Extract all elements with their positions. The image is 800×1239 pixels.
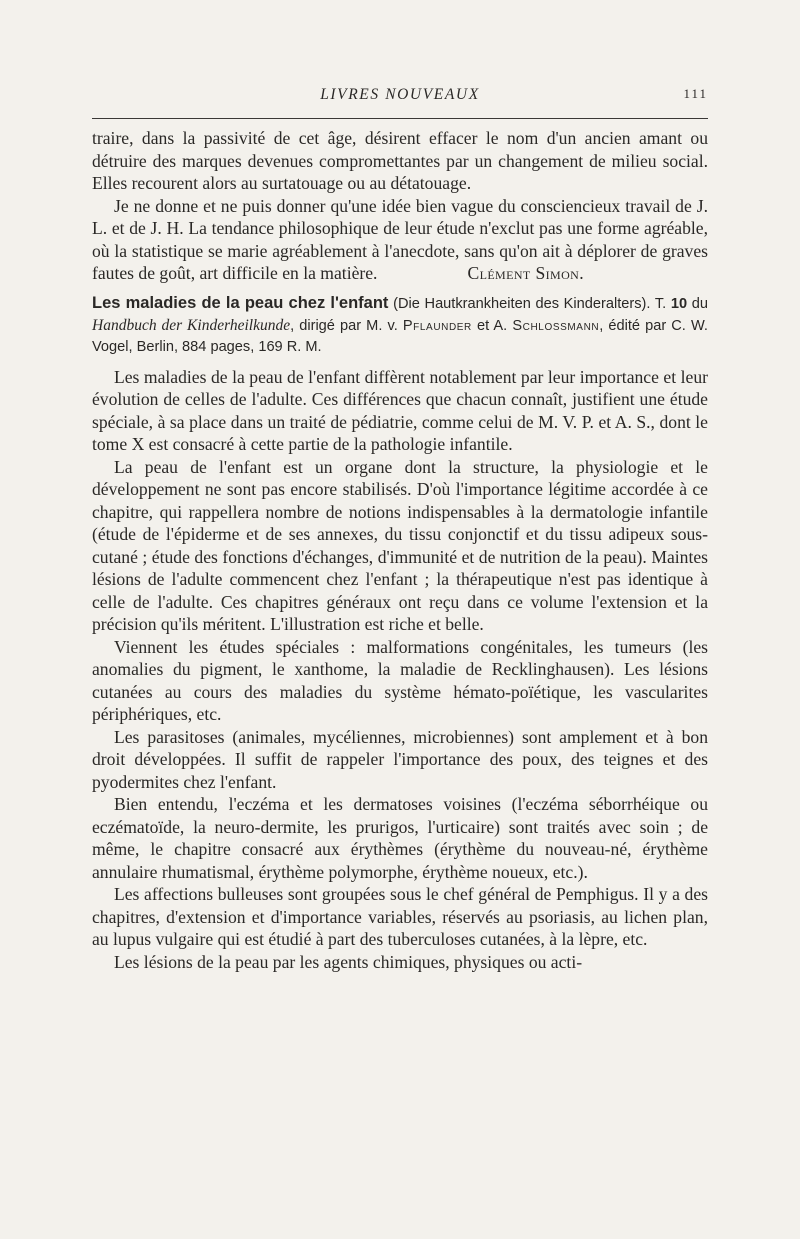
- review-paragraph: Les affections bulleuses sont groupées sous le chef général de Pemphigus. Il y a des chapitres, d'extension et d'importance variables, réservés au psoriasis, au lichen plan, au lupus vulgaire qui est étudié à part des tuberculoses cutanées, à la lèpre, etc.: [92, 884, 708, 949]
- review-paragraph: La peau de l'enfant est un organe dont la structure, la physiologie et le développement ne sont pas encore stabilisés. D'où l'importance légitime accordée à ce chapitre, qui rappellera nombre de notions indispensables à la dermatologie infantile (étude de l'épiderme et de ses annexes, du tissu conjonctif et du tissu adipeux sous-cutané ; étude des fonctions d'échanges, d'immunité et de nutrition de la peau). Maintes lésions de l'adulte commencent chez l'enfant ; la thérapeutique n'est pas identique à celle de l'adulte. Ces chapitres généraux ont reçu dans ce volume l'extension et la précision qu'ils méritent. L'illustration est riche et belle.: [92, 456, 708, 634]
- page-body: [92, 127, 708, 973]
- paragraph-continuation: traire, dans la passivité de cet âge, désirent effacer le nom d'un ancien amant ou détruire des marques devenues compromettantes par un changement de milieu social. Elles recourent alors au surtatouage ou au détatouage.: [92, 128, 708, 193]
- reviewer-signature: Clément Simon.: [467, 263, 585, 283]
- publisher-info: , édité par C. W. Vogel, Berlin, 884 pages, 169 R. M.: [92, 317, 708, 355]
- review-paragraph: Les parasitoses (animales, mycéliennes, microbiennes) sont amplement et à bon droit développées. Il suffit de rappeler l'importance des poux, des teignes et des pyodermites chez l'enfant.: [92, 726, 708, 792]
- running-title: LIVRES NOUVEAUX: [320, 86, 480, 103]
- book-subtitle: (Die Hautkrankheiten des Kinderalters). T.: [393, 295, 667, 312]
- conclusion-text: Je ne donne et ne puis donner qu'une idée bien vague du consciencieux travail de J. L. et de J. H. La tendance philosophique de leur étude n'exclut pas une forme agréable, où la statistique se marie agréablement à l'anecdote, sans qu'on ait à déplorer de graves fautes de goût, art difficile en la matière.: [92, 195, 708, 283]
- et-word: et A.: [476, 317, 508, 334]
- review-paragraph: Les maladies de la peau de l'enfant diffèrent notablement par leur importance et leur évolution de celles de l'adulte. Ces différences que chacun connaît, justifient une étude spéciale, à sa place dans un traité de pédiatrie, comme celui de M. V. P. et A. S., dont le tome X est consacré à cette partie de la pathologie infantile.: [92, 366, 708, 454]
- book-title: Les maladies de la peau chez l'enfant: [92, 293, 389, 312]
- review-paragraph: Bien entendu, l'eczéma et les dermatoses voisines (l'eczéma séborrhéique ou eczématoïde, la neuro-dermite, les prurigos, l'urticaire) sont traités avec soin ; de même, le chapitre consacré aux érythèmes (érythème du nouveau-né, érythème annulaire rhumatismal, érythème polymorphe, érythème noueux, etc.).: [92, 794, 708, 882]
- review-paragraph: Les lésions de la peau par les agents chimiques, physiques ou acti-: [114, 951, 583, 972]
- directed-by: , dirigé par M. v.: [290, 317, 398, 334]
- editor-name-1: Pflaunder: [402, 317, 472, 334]
- page-number: 111: [683, 86, 708, 101]
- header-rule: [92, 118, 708, 119]
- editor-name-2: Schlossmann: [512, 317, 600, 334]
- du-word: du: [691, 295, 709, 312]
- paragraph-conclusion: [92, 195, 708, 285]
- page-header: [92, 86, 708, 114]
- review-heading: [92, 293, 708, 358]
- tome-number: 10: [670, 295, 688, 312]
- handbook-title: Handbuch der Kinderheilkunde: [92, 316, 291, 334]
- review-paragraph: Viennent les études spéciales : malformations congénitales, les tumeurs (les anomalies du pigment, le xanthome, la maladie de Recklinghausen). Les lésions cutanées au cours des maladies du système hémato-poïétique, les vascularites périphériques, etc.: [92, 636, 708, 724]
